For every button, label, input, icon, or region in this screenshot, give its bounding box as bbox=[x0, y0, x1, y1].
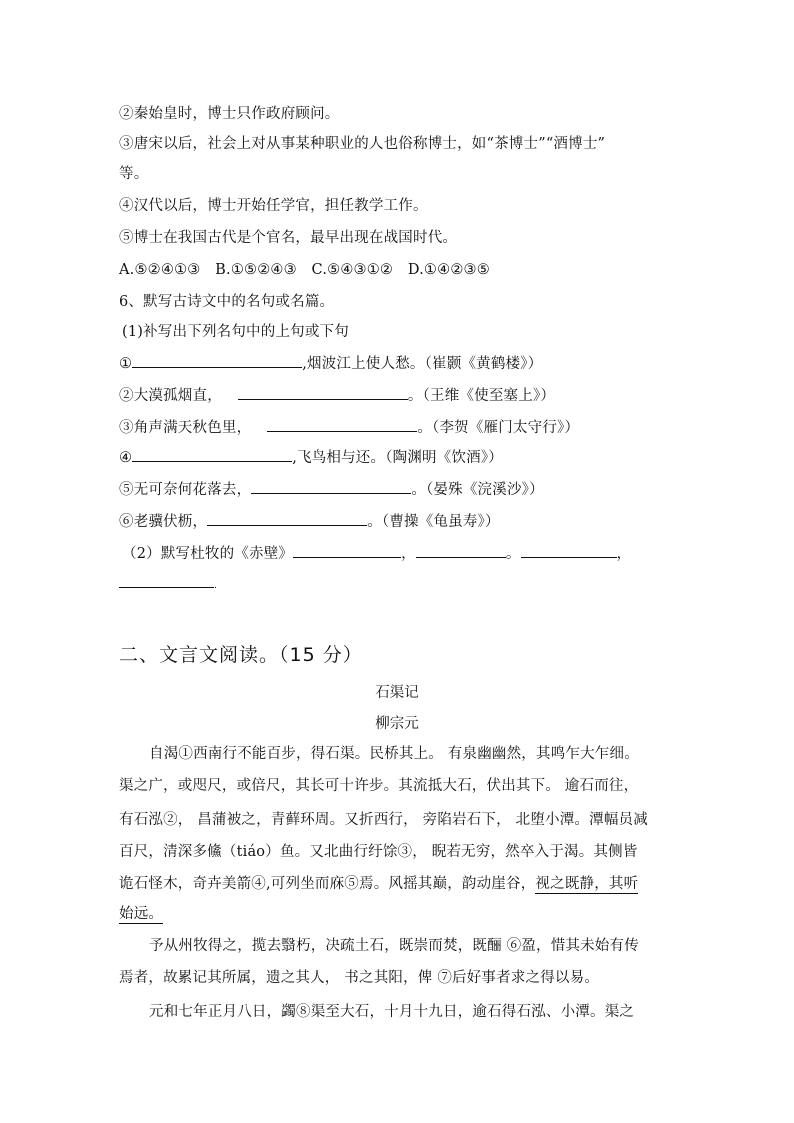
question-6-sub1: (1)补写出下列名句中的上句或下句 bbox=[122, 324, 349, 340]
sep-period: 。 bbox=[505, 546, 521, 562]
chibi-line-2 bbox=[119, 572, 217, 596]
statement-5: ⑤博士在我国古代是个官名，最早出现在战国时代。 bbox=[119, 230, 458, 246]
fill-item-1 bbox=[119, 352, 542, 374]
sep-comma: ， bbox=[401, 546, 416, 562]
sep-comma-2: ， bbox=[616, 546, 632, 562]
fill-item-6-post: 。（曹操《龟虽寿》） bbox=[367, 514, 500, 530]
question-6-sub2 bbox=[122, 542, 631, 564]
passage-p2-line1: 予从州牧得之，揽去翳朽，决疏土石，既崇而焚，既酾 ⑥盈，惜其未始有传 bbox=[149, 938, 639, 954]
passage-title: 石渠记 bbox=[375, 685, 419, 701]
passage-p3-line1: 元和七年正月八日，蠲⑧渠至大石，十月十九日，逾石得石泓、小潭。渠之 bbox=[149, 1004, 635, 1020]
underlined-sentence: 视之既静，其听 bbox=[535, 876, 639, 892]
chibi-blank-1[interactable] bbox=[293, 542, 401, 558]
fill-item-3-post: 。（李贺《雁门太守行》） bbox=[417, 420, 580, 436]
fill-blank-2[interactable] bbox=[238, 384, 408, 400]
fill-item-5-post: 。（晏殊《浣溪沙》） bbox=[411, 482, 544, 498]
fill-blank-3[interactable] bbox=[267, 416, 417, 432]
fill-blank-5[interactable] bbox=[251, 478, 411, 494]
statement-3-cont: 等。 bbox=[119, 166, 149, 182]
fill-item-4-pre: ④ bbox=[119, 450, 133, 466]
fill-item-6 bbox=[119, 510, 500, 532]
fill-blank-1[interactable] bbox=[132, 352, 302, 368]
fill-item-3-pre: ③角声满天秋色里， bbox=[119, 420, 252, 436]
fill-item-5-pre: ⑤无可奈何花落去， bbox=[119, 482, 252, 498]
sub2-label: （2）默写杜牧的《赤壁》 bbox=[122, 546, 294, 562]
answer-choices: A.⑤②④①③ B.①⑤②④③ C.⑤④③①② D.①④②③⑤ bbox=[119, 262, 490, 278]
passage-p1-line6 bbox=[119, 904, 163, 924]
fill-item-1-pre: ① bbox=[119, 356, 133, 372]
passage-p1-line1: 自渴①西南行不能百步，得石渠。民桥其上。 有泉幽幽然，其鸣乍大乍细。 bbox=[149, 746, 639, 762]
passage-author: 柳宗元 bbox=[375, 716, 419, 732]
statement-4: ④汉代以后，博士开始任学官，担任教学工作。 bbox=[119, 198, 428, 214]
chibi-blank-4[interactable] bbox=[119, 572, 214, 588]
underlined-sentence-end: 始远。 bbox=[119, 906, 164, 922]
chibi-blank-2[interactable] bbox=[416, 542, 506, 558]
passage-p1-line3: 有石泓②， 昌蒲被之，青藓环周。又折西行， 旁陷岩石下， 北堕小潭。潭幅员减 bbox=[119, 812, 648, 828]
fill-item-4-post: ,飞鸟相与还。（陶渊明《饮酒》） bbox=[292, 450, 504, 466]
passage-p1-line2: 渠之广，或咫尺，或倍尺，其长可十许步。其流抵大石，伏出其下。 逾石而往， bbox=[119, 778, 639, 794]
statement-2: ②秦始皇时，博士只作政府顾问。 bbox=[119, 106, 340, 122]
passage-p2-line2: 焉者，故累记其所属，遗之其人， 书之其阳，俾 ⑦后好事者求之得以易。 bbox=[119, 970, 600, 986]
fill-item-2 bbox=[119, 384, 555, 406]
fill-blank-4[interactable] bbox=[132, 446, 292, 462]
passage-p1-line5-text: 诡石怪木，奇卉美箭④,可列坐而庥⑤焉。风摇其巅，韵动崖谷， bbox=[119, 876, 536, 892]
fill-item-5 bbox=[119, 478, 544, 500]
fill-item-1-post: ,烟波江上使人愁。（崔颢《黄鹤楼》） bbox=[302, 356, 543, 372]
chibi-blank-3[interactable] bbox=[521, 542, 617, 558]
statement-3: ③唐宋以后，社会上对从事某种职业的人也俗称博士，如“茶博士”“酒博士” bbox=[119, 136, 606, 152]
fill-item-3 bbox=[119, 416, 579, 438]
fill-item-2-post: 。（王维《使至塞上》） bbox=[407, 388, 556, 404]
passage-p1-line4: 百尺，清深多鯈（tiáo）鱼。又北曲行纡馀③， 睨若无穷，然卒入于渴。其侧皆 bbox=[119, 844, 638, 860]
fill-blank-6[interactable] bbox=[207, 510, 367, 526]
end-mark: . bbox=[214, 581, 218, 591]
fill-item-4 bbox=[119, 446, 503, 468]
question-6-title: 6、默写古诗文中的名句或名篇。 bbox=[119, 294, 335, 310]
fill-item-2-pre: ②大漠孤烟直， bbox=[119, 388, 222, 404]
passage-p1-line5 bbox=[119, 874, 638, 894]
section-2-heading: 二、文言文阅读。（15 分） bbox=[119, 644, 363, 666]
fill-item-6-pre: ⑥老骥伏枥， bbox=[119, 514, 208, 530]
